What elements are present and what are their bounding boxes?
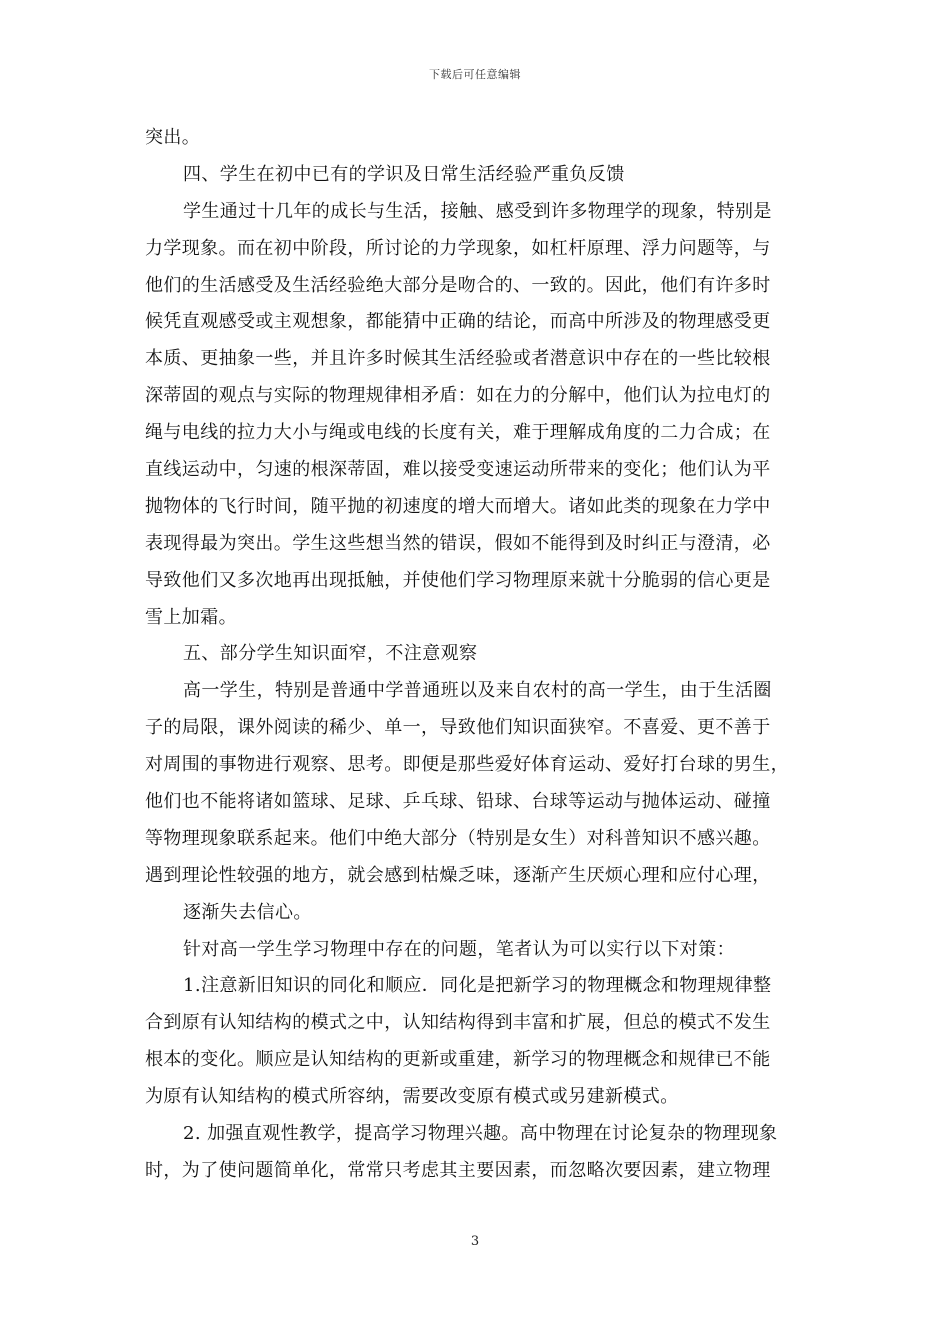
text-line: 针对高一学生学习物理中存在的问题，笔者认为可以实行以下对策：: [183, 938, 735, 960]
text-line: 候凭直观感受或主观想象，都能猜中正确的结论，而高中所涉及的物理感受更: [145, 311, 771, 333]
document-body: [145, 120, 815, 1190]
text-line: 逐渐失去信心。: [183, 901, 312, 923]
text-line: 雪上加霜。: [145, 606, 237, 628]
text-line: 对周围的事物进行观察、思考。即便是那些爱好体育运动、爱好打台球的男生，: [145, 754, 789, 776]
text-line: 深蒂固的观点与实际的物理规律相矛盾：如在力的分解中，他们认为拉电灯的: [145, 385, 771, 407]
text-line: 子的局限，课外阅读的稀少、单一，导致他们知识面狭窄。不喜爱、更不善于: [145, 717, 771, 739]
text-line: 遇到理论性较强的地方，就会感到枯燥乏味，逐渐产生厌烦心理和应付心理，: [145, 864, 771, 886]
text-line: 1.注意新旧知识的同化和顺应．同化是把新学习的物理概念和物理规律整: [183, 975, 772, 997]
text-line: 学生通过十几年的成长与生活，接触、感受到许多物理学的现象，特别是: [183, 200, 772, 222]
text-line: 绳与电线的拉力大小与绳或电线的长度有关，难于理解成角度的二力合成；在: [145, 422, 771, 444]
text-line: 根本的变化。顺应是认知结构的更新或重建，新学习的物理概念和规律已不能: [145, 1049, 771, 1071]
text-line: 他们的生活感受及生活经验绝大部分是吻合的、一致的。因此，他们有许多时: [145, 274, 771, 296]
text-line: 直线运动中，匀速的根深蒂固，难以接受变速运动所带来的变化；他们认为平: [145, 459, 771, 481]
text-line: 等物理现象联系起来。他们中绝大部分（特别是女生）对科普知识不感兴趣。: [145, 827, 771, 849]
text-line: 表现得最为突出。学生这些想当然的错误，假如不能得到及时纠正与澄清，必: [145, 532, 771, 554]
text-line: 为原有认知结构的模式所容纳，需要改变原有模式或另建新模式。: [145, 1086, 679, 1108]
text-line: 力学现象。而在初中阶段，所讨论的力学现象，如杠杆原理、浮力问题等，与: [145, 237, 771, 259]
page-header: 下载后可任意编辑: [429, 68, 521, 81]
text-line: 本质、更抽象一些，并且许多时候其生活经验或者潜意识中存在的一些比较根: [145, 348, 771, 370]
text-line: 他们也不能将诸如篮球、足球、乒乓球、铅球、台球等运动与抛体运动、碰撞: [145, 791, 771, 813]
text-line: 高一学生，特别是普通中学普通班以及来自农村的高一学生，由于生活圈: [183, 680, 772, 702]
text-line: 四、学生在初中已有的学识及日常生活经验严重负反馈: [183, 163, 625, 185]
text-line: 时，为了使问题简单化，常常只考虑其主要因素，而忽略次要因素，建立物理: [145, 1159, 771, 1181]
text-line: 合到原有认知结构的模式之中，认知结构得到丰富和扩展，但总的模式不发生: [145, 1012, 771, 1034]
text-line: 五、部分学生知识面窄，不注意观察: [183, 643, 478, 665]
page-number: 3: [470, 1234, 480, 1249]
text-line: 导致他们又多次地再出现抵触，并使他们学习物理原来就十分脆弱的信心更是: [145, 569, 771, 591]
text-line: 2. 加强直观性教学，提高学习物理兴趣。高中物理在讨论复杂的物理现象: [183, 1123, 778, 1145]
text-line: 突出。: [145, 127, 201, 148]
text-line: 抛物体的飞行时间，随平抛的初速度的增大而增大。诸如此类的现象在力学中: [145, 495, 771, 517]
